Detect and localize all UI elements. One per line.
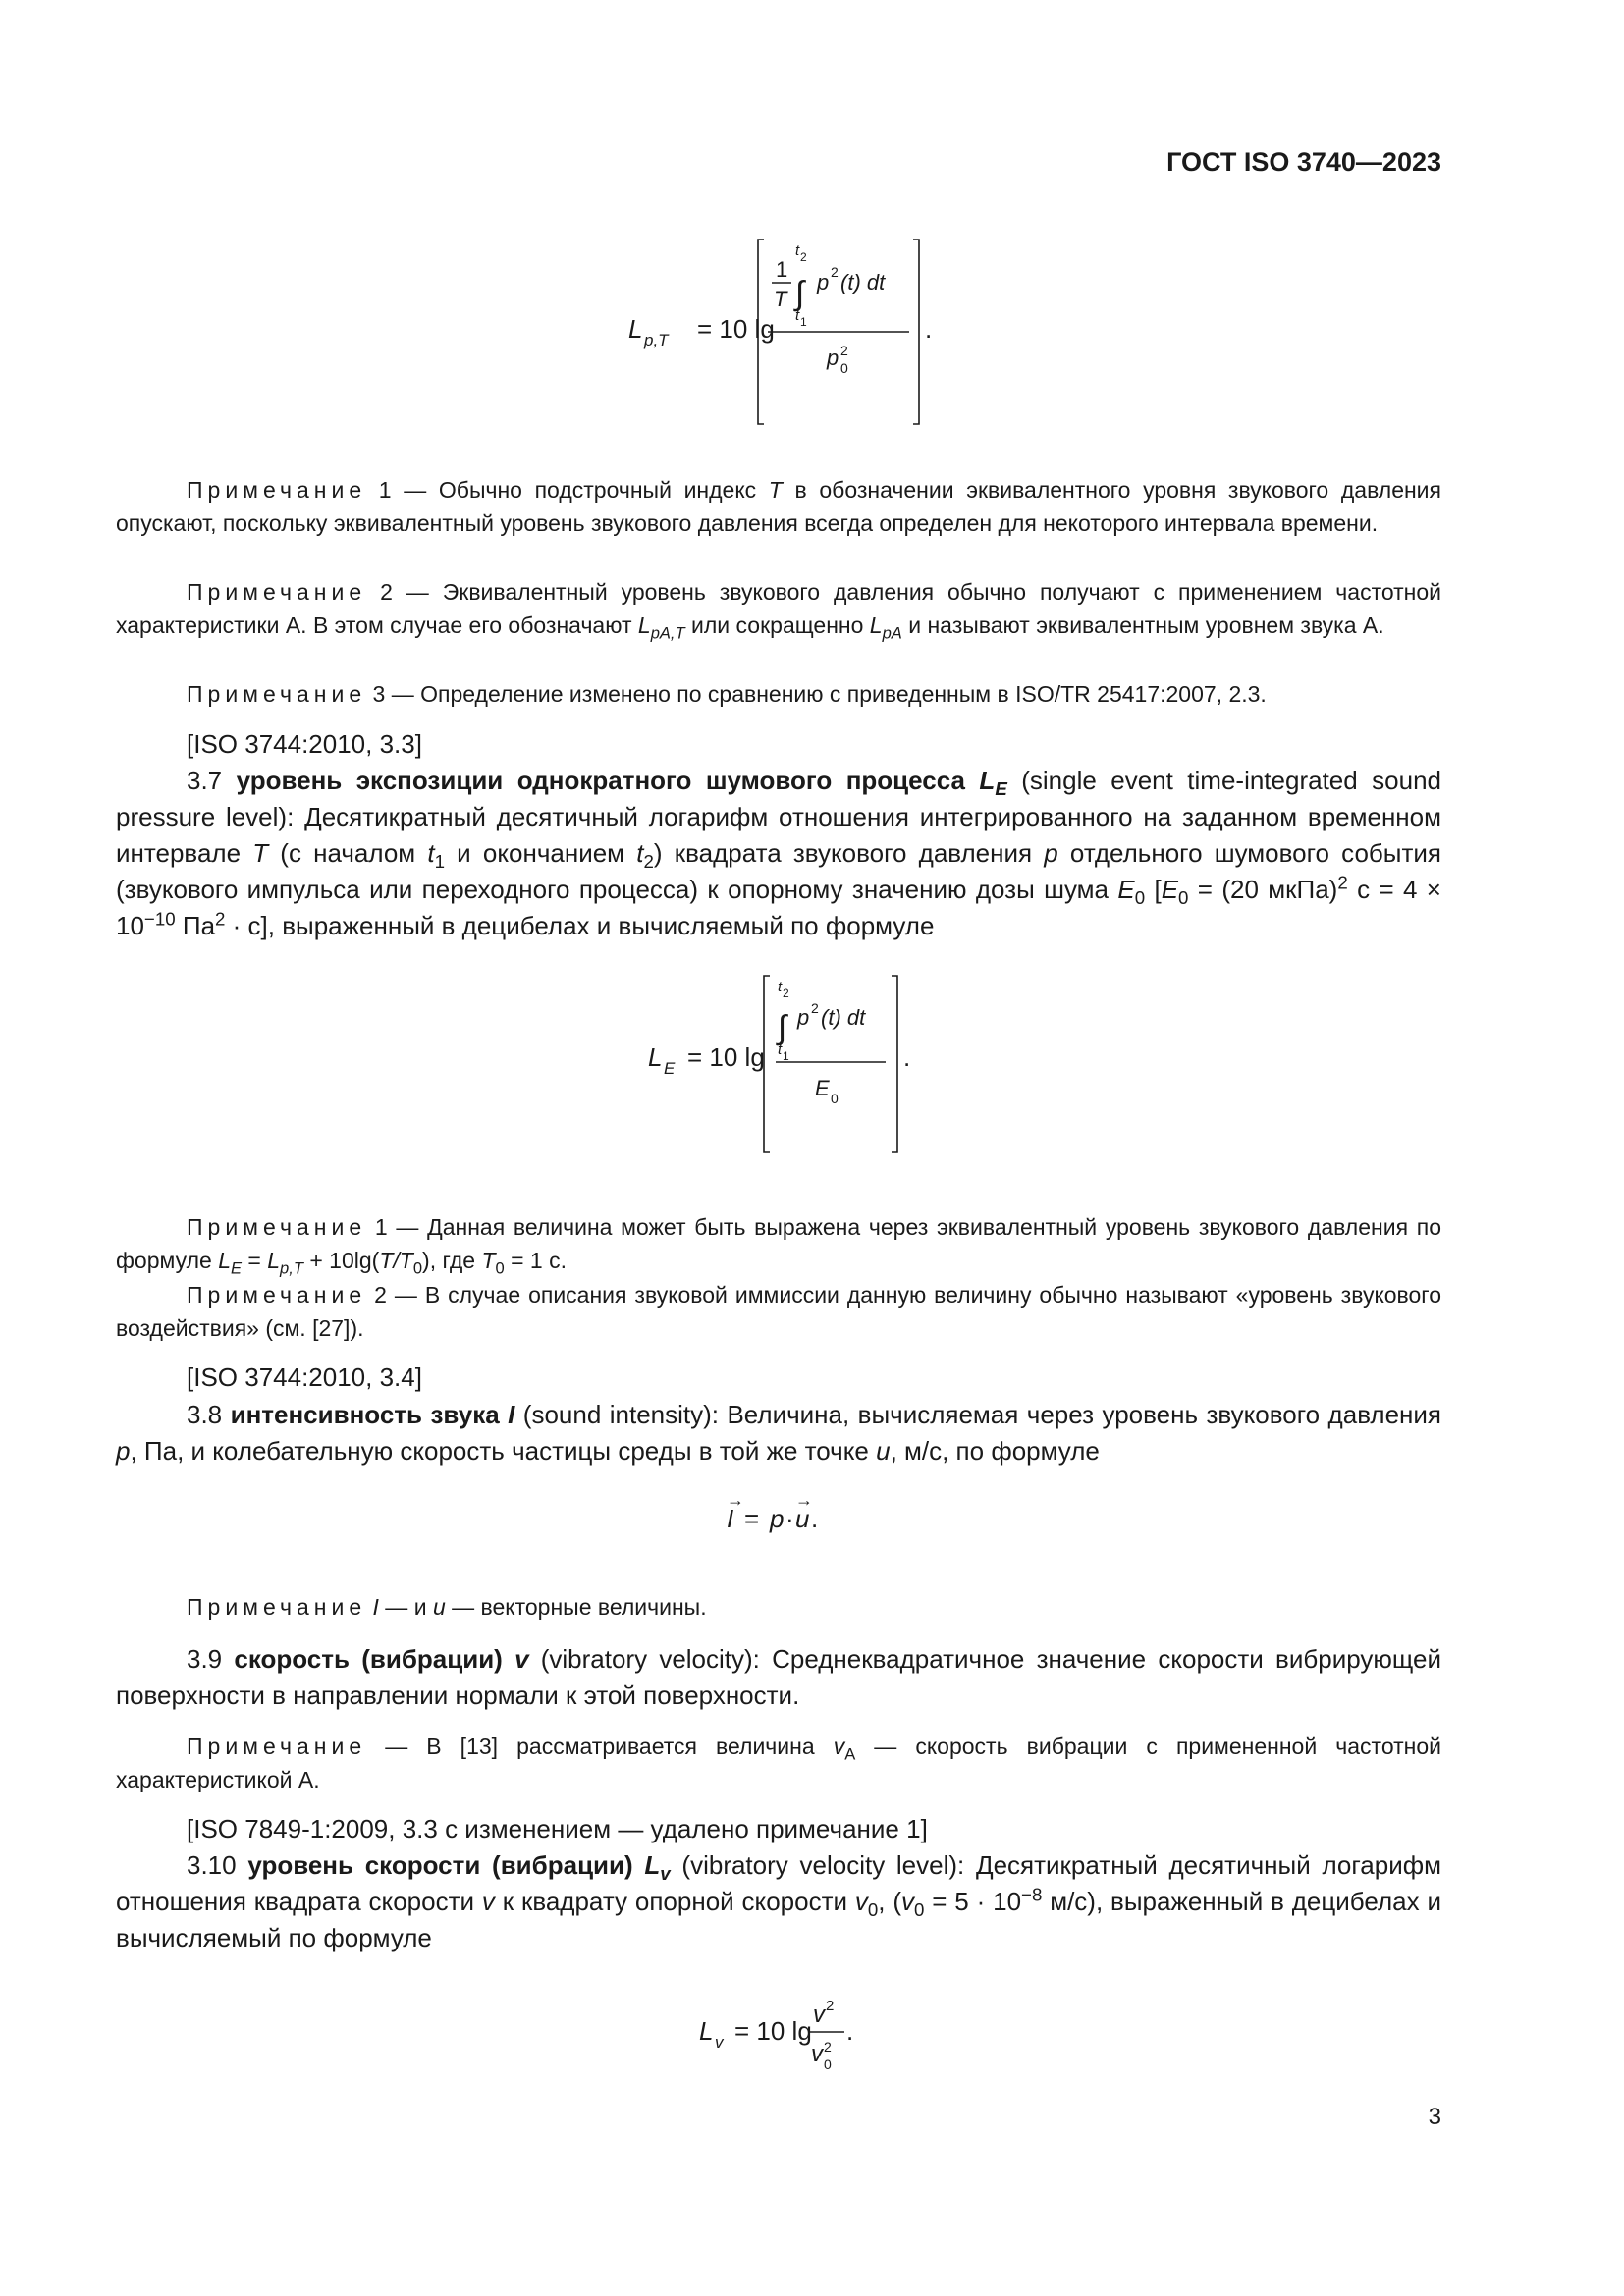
formula-upper: t xyxy=(795,242,800,259)
formula2-arg: (t) dt xyxy=(821,1005,866,1030)
svg-text:→: → xyxy=(727,1492,744,1510)
section-3-8: 3.8 интенсивность звука I (sound intensity): Величина, вычисляемая через уровень звукового давления p, Па, и колебательную скорость частицы среды в той же точке u, м/с, по формуле xyxy=(116,1400,1441,1466)
formula4-num-sup: 2 xyxy=(826,1998,835,2014)
formula4-lhs: L xyxy=(699,2016,714,2046)
formula4-num: v xyxy=(813,2002,825,2028)
formula3-I: I xyxy=(727,1504,734,1533)
formula-den-sup: 2 xyxy=(840,343,848,358)
document-header: ГОСТ ISO 3740—2023 xyxy=(1166,147,1441,177)
note-1-3: Примечание 3 — Определение изменено по сравнению с приведенным в ISO/TR 25417:2007, 2.3. xyxy=(187,681,1267,707)
formula2-exp: 2 xyxy=(811,1000,819,1016)
formula-lower-sub: 1 xyxy=(800,315,807,329)
formula-den-sub: 0 xyxy=(840,360,848,376)
formula4-lhs-sub: v xyxy=(715,2033,724,2052)
formula-integrand: p xyxy=(817,270,830,294)
note-1-2: Примечание 2 — Эквивалентный уровень звукового давления обычно получают с применением частотной характеристики А. В этом случае его обозначают $L_{pA,T}$ или сокращенно $L_{pA}$ и называют эквивалентным уровнем звука А. xyxy=(116,579,1442,643)
formula-le xyxy=(628,972,923,1158)
svg-text:∫: ∫ xyxy=(795,275,805,312)
formula4-den-sup: 2 xyxy=(824,2039,832,2055)
formula-exp: 2 xyxy=(831,264,839,280)
formula4-end: . xyxy=(846,2016,854,2046)
section-3-7: 3.7 уровень экспозиции однократного шумового процесса $L_E$ (single event time-integrated sound pressure level): Десятикратный десятичный логарифм отношения интегрированного на заданном временном интервале T (с началом $t_1$ и окончанием $t_2$) квадрата звукового давления p отдельного шумового события (звукового импульса или переходного процесса) к опорному значению дозы шума $E_0$ [$E_0 = (20$ мкПа)$^2$ $с = 4 \times 10^{-10}$ $Па^2 \cdot с$], выраженный в децибелах и вычисляемый по формуле xyxy=(116,766,1441,940)
section-3-10: 3.10 уровень скорости (вибрации) $L_v$ (vibratory velocity level): Десятикратный десятичный логарифм отношения квадрата скорости v к квадрату опорной скорости $v_0$, ($v_0 = 5 \cdot 10^{-8}$ м/с), выраженный в децибелах и вычисляемый по формуле xyxy=(116,1850,1441,1952)
reference-1: [ISO 3744:2010, 3.3] xyxy=(187,729,422,759)
svg-text:→: → xyxy=(795,1492,813,1510)
note-4: Примечание — В [13] рассматривается величина $v_А$ — скорость вибрации с примененной частотной характеристикой А. xyxy=(116,1734,1441,1792)
formula2-end: . xyxy=(903,1042,911,1072)
formula2-den-sub: 0 xyxy=(831,1091,839,1106)
formula3-p: p xyxy=(770,1504,785,1533)
formula3-eq: = xyxy=(744,1504,760,1533)
note-2-1: Примечание 1 — Данная величина может быть выражена через эквивалентный уровень звукового давления по формуле $L_E = L_{p,T} + 10\lg(T/T_0)$, где $T_0 = 1$ с. xyxy=(116,1214,1441,1278)
reference-3: [ISO 7849-1:2009, 3.3 с изменением — удалено примечание 1] xyxy=(187,1814,928,1843)
formula-intensity xyxy=(717,1492,854,1541)
formula-eq: = 10 lg xyxy=(697,314,775,344)
formula2-upper-sub: 2 xyxy=(783,987,789,1000)
formula-T: T xyxy=(774,287,787,311)
formula2-lower-sub: 1 xyxy=(783,1049,789,1063)
formula-arg: (t) dt xyxy=(840,270,886,294)
formula2-eq: = 10 lg xyxy=(687,1042,765,1072)
formula-den: p xyxy=(827,346,839,370)
reference-2: [ISO 3744:2010, 3.4] xyxy=(187,1362,422,1392)
svg-text:∫: ∫ xyxy=(778,1009,787,1046)
formula-lpt xyxy=(609,236,943,432)
formula-upper-sub: 2 xyxy=(800,250,807,264)
formula-lower: t xyxy=(795,307,800,324)
note-3: Примечание I — и u — векторные величины. xyxy=(187,1594,707,1620)
formula2-integrand: p xyxy=(797,1005,810,1030)
formula3-u: u xyxy=(795,1504,810,1533)
formula3-end: . xyxy=(811,1504,819,1533)
formula3-dot: · xyxy=(785,1504,794,1533)
formula2-upper: t xyxy=(778,979,783,995)
formula-lhs: L xyxy=(628,314,643,344)
formula4-den-sub: 0 xyxy=(824,2056,832,2072)
formula2-lhs-sub: E xyxy=(664,1059,676,1078)
formula2-den: E xyxy=(815,1076,830,1100)
section-3-9: 3.9 скорость (вибрации) v (vibratory velocity): Среднеквадратичное значение скорости вибрирующей поверхности в направлении нормали к этой поверхности. xyxy=(116,1644,1441,1710)
formula-one: 1 xyxy=(776,257,788,282)
formula2-lhs: L xyxy=(648,1042,663,1072)
formula4-eq: = 10 lg xyxy=(734,2016,812,2046)
page-number: 3 xyxy=(1428,2104,1441,2130)
formula4-den: v xyxy=(811,2041,823,2067)
formula2-lower: t xyxy=(778,1041,783,1058)
formula-lhs-sub: p,T xyxy=(644,331,669,349)
formula-lv xyxy=(687,1983,903,2081)
note-1-1: Примечание 1 — Обычно подстрочный индекс T в обозначении эквивалентного уровня звукового давления опускают, поскольку эквивалентный уровень звукового давления всегда определен для некоторого интервала времени. xyxy=(116,477,1441,536)
formula-end: . xyxy=(925,314,933,344)
note-2-2: Примечание 2 — В случае описания звуковой иммиссии данную величину обычно называют «уровень звукового воздействия» (см. [27]). xyxy=(116,1282,1441,1341)
